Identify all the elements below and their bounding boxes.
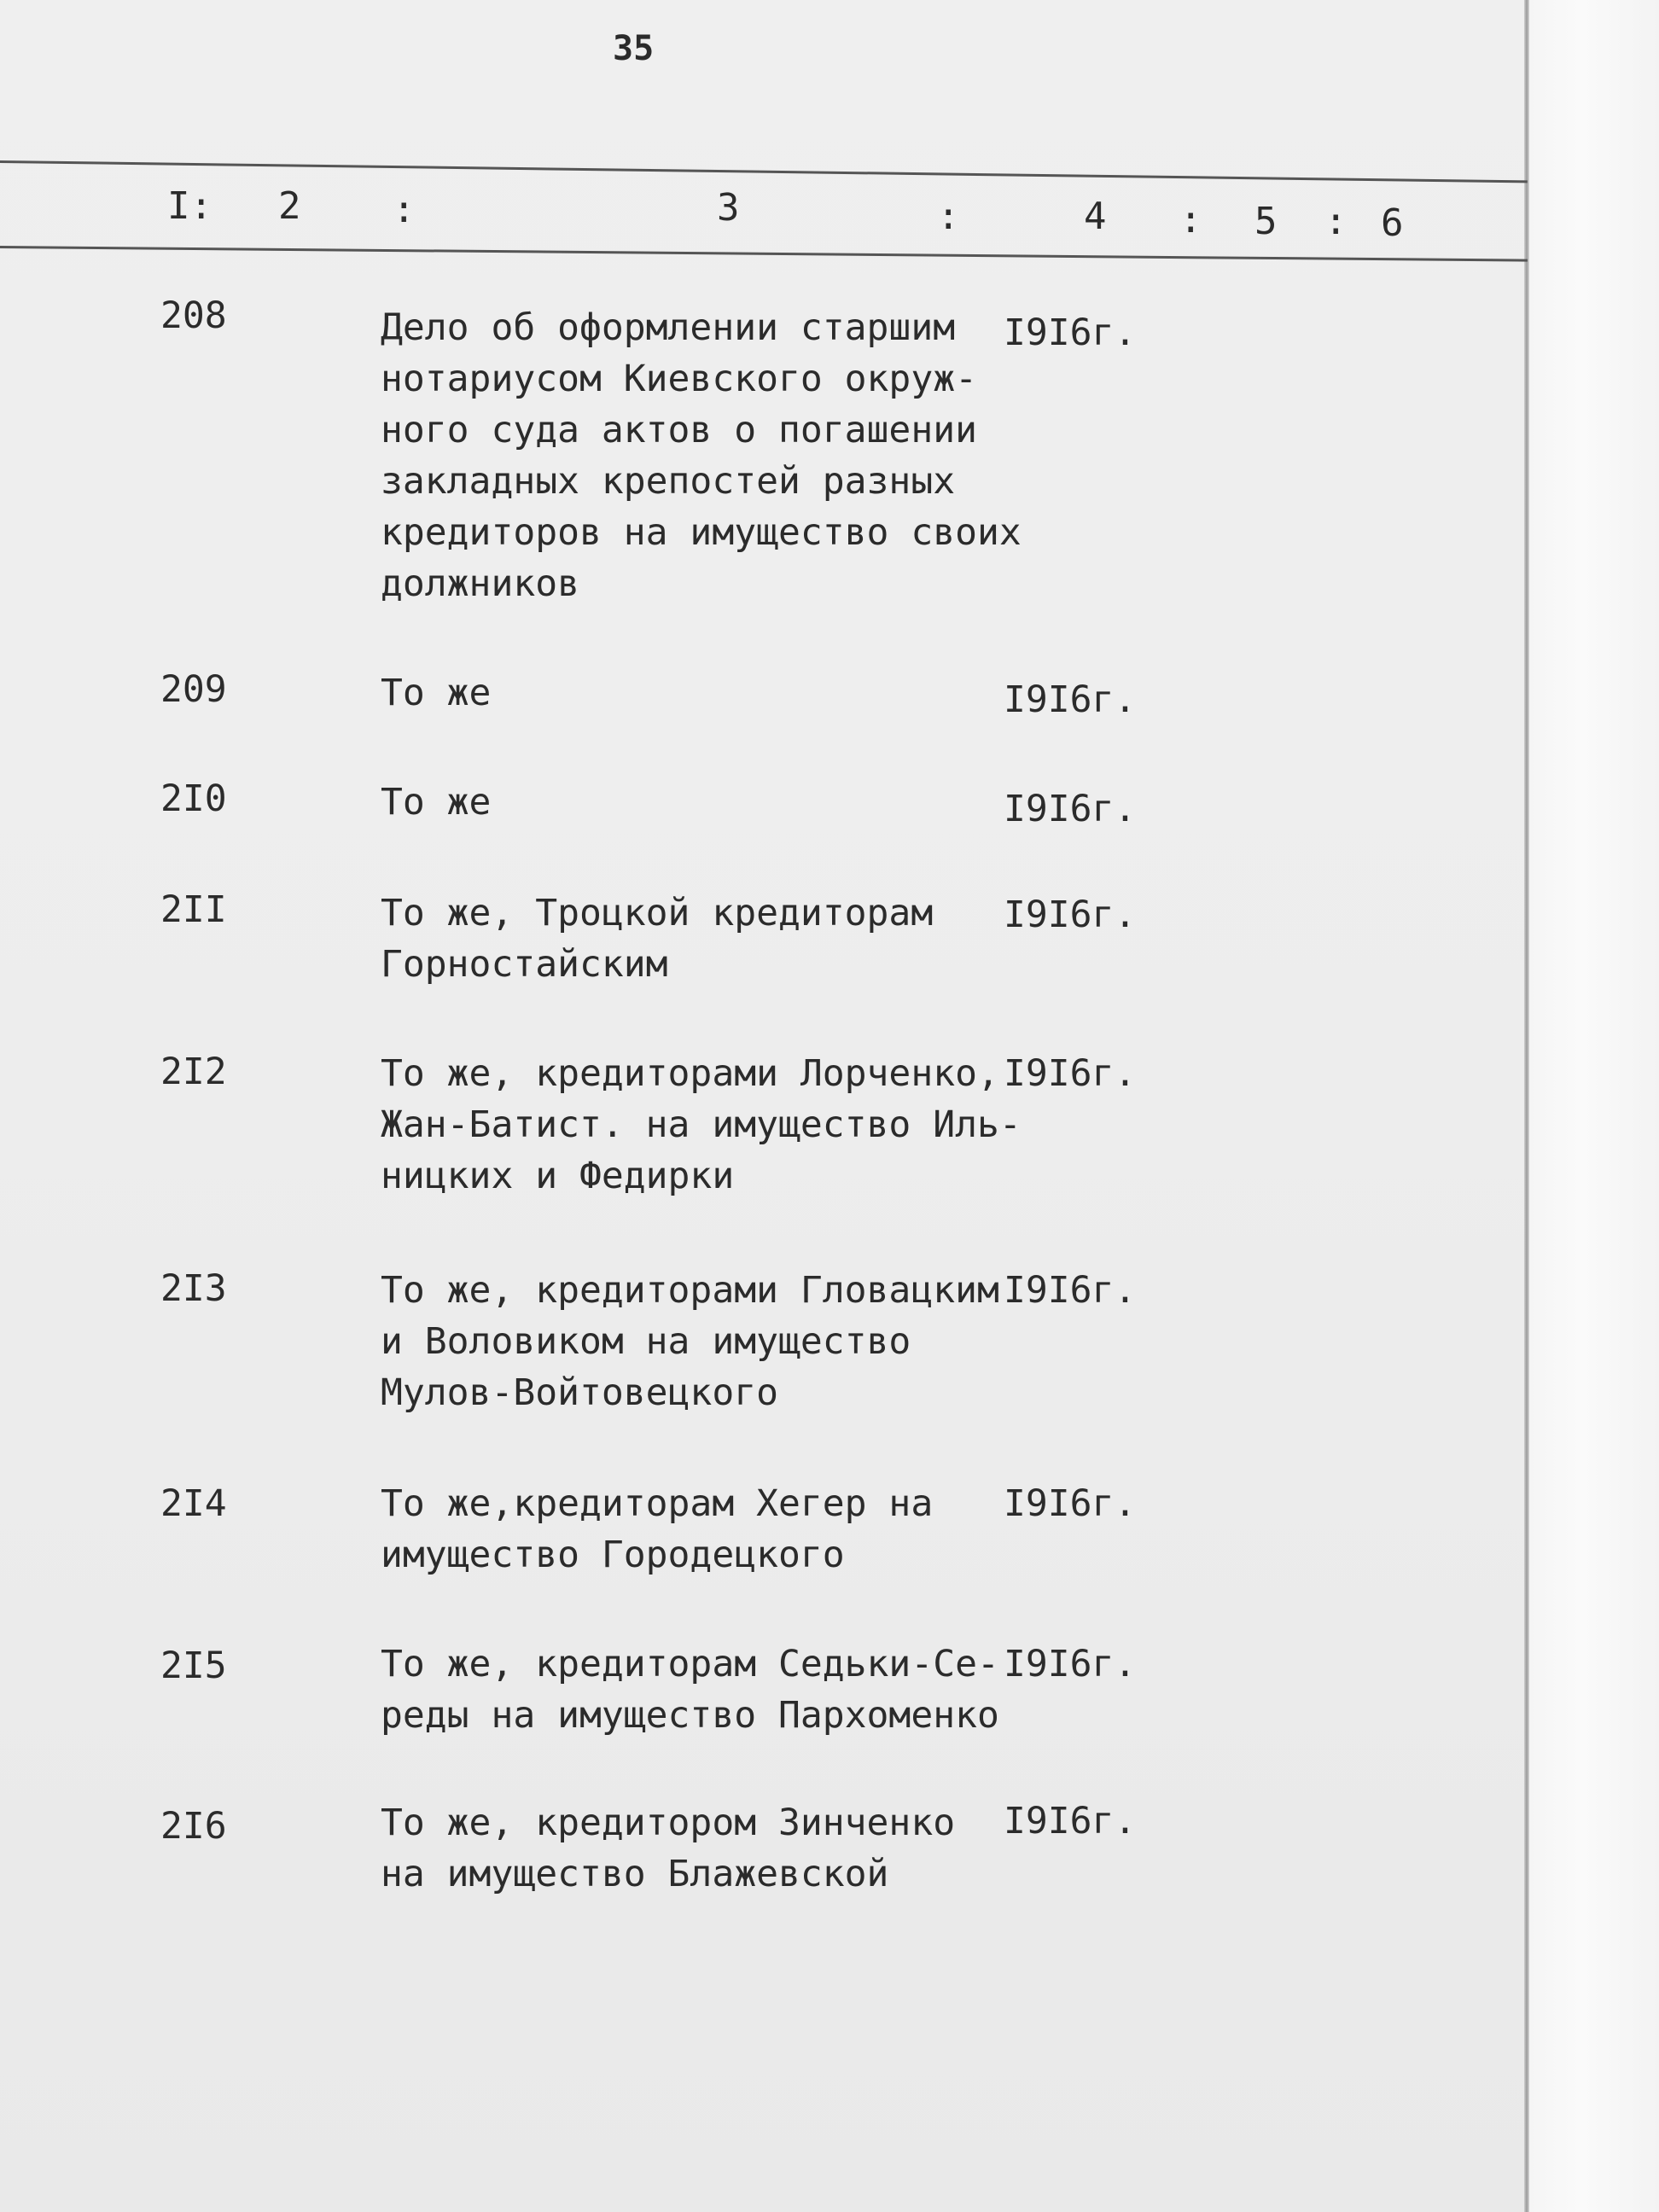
entry-date: I9I6г. <box>1004 678 1137 721</box>
column-4-header: 4 <box>1084 195 1107 238</box>
entry-date: I9I6г. <box>1004 1482 1137 1525</box>
entry-number: 208 <box>160 294 227 337</box>
entry-date: I9I6г. <box>1004 311 1137 354</box>
column-separator: : <box>937 195 960 238</box>
entry-title: То же, кредитором Зинченко на имущество Блажевской <box>381 1802 956 1895</box>
entry-number: 209 <box>160 668 227 711</box>
entry-number: 2I5 <box>160 1644 227 1687</box>
entry-title: Дело об оформлении старшим нотариусом Киевского окруж- ного суда актов о погашении закладных крепостей разных кредиторов на имущество своих должников <box>381 306 1022 605</box>
entry-date: I9I6г. <box>1004 1269 1137 1312</box>
entry-number: 2I6 <box>160 1805 227 1848</box>
column-5-header: 5 <box>1254 200 1278 243</box>
entry-title: То же, Троцкой кредиторам Горностайским <box>381 892 934 986</box>
page-edge <box>1529 0 1659 2212</box>
entry-title: То же <box>381 781 492 824</box>
page-number: 35 <box>613 29 655 68</box>
entry-date: I9I6г. <box>1004 1800 1137 1842</box>
entry-title: То же, кредиторами Лорченко, Жан-Батист. на имущество Иль- ницких и Федирки <box>381 1052 1022 1197</box>
entry-date: I9I6г. <box>1004 1052 1137 1095</box>
column-2-header: 2 <box>278 184 301 228</box>
entry-date: I9I6г. <box>1004 1643 1137 1685</box>
entry-title: То же, кредиторами Гловацким и Воловиком на имущество Мулов-Войтовецкого <box>381 1269 999 1414</box>
column-3-header: 3 <box>717 186 740 230</box>
entry-title: То же, кредиторам Седьки-Се- реды на имущество Пархоменко <box>381 1643 999 1737</box>
entry-number: 2I0 <box>160 777 227 820</box>
entry-title: То же <box>381 672 492 714</box>
column-separator: : <box>1179 198 1202 242</box>
entry-date: I9I6г. <box>1004 788 1137 830</box>
entry-date: I9I6г. <box>1004 894 1137 936</box>
entry-number: 2I4 <box>160 1482 227 1525</box>
column-6-header: 6 <box>1381 201 1404 245</box>
column-separator: : <box>1324 200 1348 243</box>
column-separator: : <box>393 188 416 231</box>
column-1-header: I: <box>167 184 212 228</box>
entry-number: 2I2 <box>160 1051 227 1093</box>
entry-number: 2I3 <box>160 1267 227 1310</box>
entry-number: 2II <box>160 888 227 931</box>
entry-title: То же,кредиторам Хегер на имущество Городецкого <box>381 1482 934 1576</box>
